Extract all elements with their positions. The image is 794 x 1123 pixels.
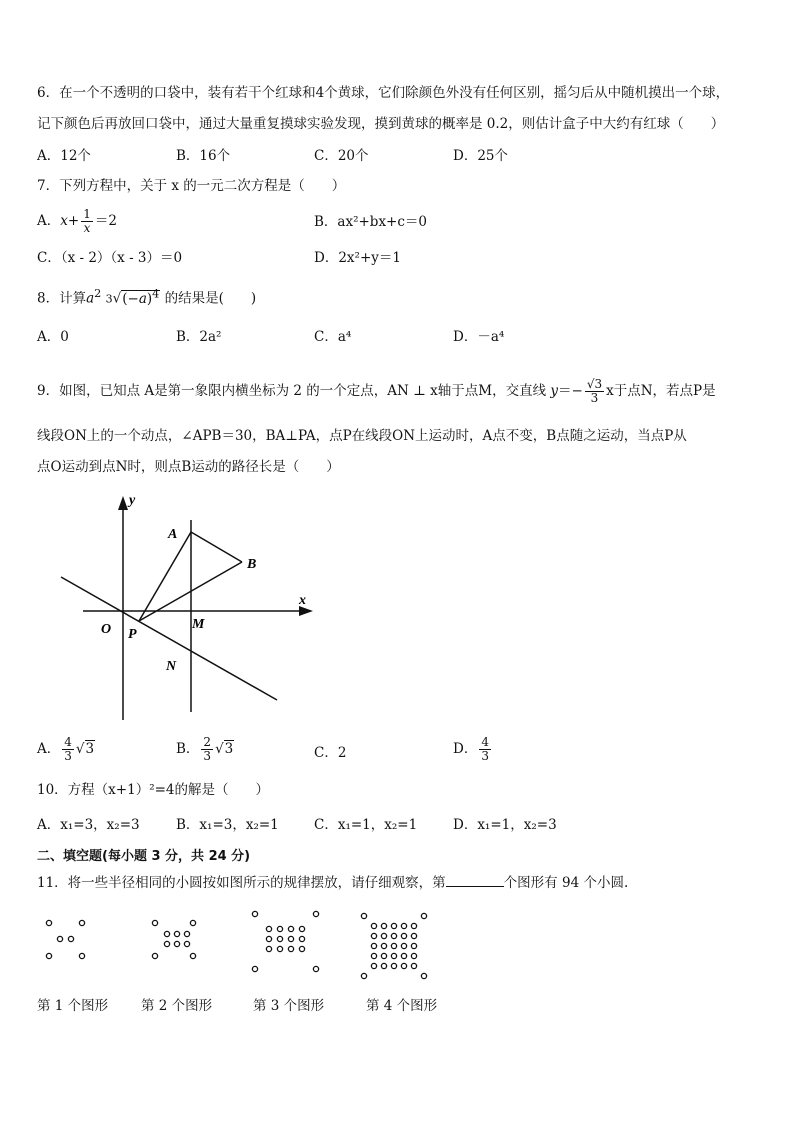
q7-stem: 7．下列方程中，关于 x 的一元二次方程是（ ） bbox=[37, 178, 346, 194]
q8-option-a: A．0 bbox=[37, 329, 69, 345]
q9-option-b: B． $\frac{2}{3}$ √3 bbox=[176, 735, 234, 763]
q11-answer-blank bbox=[446, 874, 504, 887]
q9-option-d: D． $\frac{4}{3}$ bbox=[453, 735, 489, 763]
segment-pa bbox=[139, 532, 191, 621]
q10-option-c: C．x₁=1，x₂=1 bbox=[314, 817, 418, 833]
q11-caption-1: 第 1 个图形 bbox=[37, 998, 109, 1014]
label-b: B bbox=[247, 557, 257, 572]
label-p: P bbox=[128, 627, 137, 642]
q8-option-d: D．－a⁴ bbox=[453, 329, 505, 345]
q9-option-d-label: D． bbox=[453, 741, 478, 757]
q7-option-d: D．2x²+y＝1 bbox=[314, 250, 401, 266]
q11-figures bbox=[30, 905, 450, 985]
q6-option-b: B．16个 bbox=[176, 148, 231, 164]
q6-option-c: C．20个 bbox=[314, 148, 369, 164]
q11-stem-prefix: 11．将一些半径相同的小圆按如图所示的规律摆放，请仔细观察，第 bbox=[37, 875, 446, 891]
q11-caption-3: 第 3 个图形 bbox=[253, 998, 325, 1014]
q10-stem: 10．方程（x+1）²=4的解是（ ） bbox=[37, 782, 270, 798]
q7-option-a: A．x+ $\frac{1}{x}$ ＝2 bbox=[37, 207, 117, 235]
q11-caption-4: 第 4 个图形 bbox=[366, 998, 438, 1014]
q9-figure bbox=[55, 490, 325, 730]
segment-ab bbox=[191, 532, 242, 562]
section-2-heading: 二、填空题(每小题 3 分，共 24 分) bbox=[37, 849, 251, 864]
q6-line2: 记下颜色后再放回口袋中，通过大量重复摸球实验发现，摸到黄球的概率是 0.2，则估计盒子中大约有红球（ ） bbox=[37, 116, 725, 132]
q9-line1-a: 9．如图，已知点 A是第一象限内横坐标为 2 的一个定点，AN ⊥ x轴于点M，交直线 bbox=[37, 383, 547, 399]
label-m: M bbox=[192, 617, 205, 632]
y-axis-arrow-icon bbox=[118, 496, 128, 510]
q8-option-b: B．2a² bbox=[176, 329, 222, 345]
q6-option-a: A．12个 bbox=[37, 148, 91, 164]
q9-option-b-label: B． bbox=[176, 741, 200, 757]
q9-option-a: A． $\frac{4}{3}$ √3 bbox=[37, 735, 95, 763]
q10-option-a: A．x₁=3，x₂=3 bbox=[37, 817, 140, 833]
q11-stem-suffix: 个图形有 94 个小圆. bbox=[503, 875, 629, 891]
figure-1 bbox=[46, 920, 84, 958]
q7-option-b: B．ax²+bx+c＝0 bbox=[314, 214, 428, 230]
q7-option-a-label: A． bbox=[37, 213, 61, 229]
label-n: N bbox=[166, 659, 177, 674]
label-o: O bbox=[101, 622, 112, 637]
q9-line1-b: x于点N，若点P是 bbox=[606, 383, 716, 399]
q11-stem bbox=[37, 874, 628, 892]
figure-4 bbox=[361, 913, 426, 978]
figure-2 bbox=[152, 920, 195, 958]
q10-option-d: D．x₁=1，x₂=3 bbox=[453, 817, 557, 833]
q6-option-d: D．25个 bbox=[453, 148, 509, 164]
q7-option-c: C．（x - 2）（x - 3）＝0 bbox=[37, 250, 183, 266]
q9-option-c: C．2 bbox=[314, 745, 347, 761]
q9-line2: 线段ON上的一个动点，∠APB＝30，BA⊥PA，点P在线段ON上运动时，A点不变，B点随之运动，当点P从 bbox=[37, 428, 687, 444]
q10-option-b: B．x₁=3，x₂=1 bbox=[176, 817, 279, 833]
q9-line1: 9．如图，已知点 A是第一象限内横坐标为 2 的一个定点，AN ⊥ x轴于点M，交直线 y＝− $\frac{√3}{3}$ x于点N，若点P是 bbox=[37, 377, 716, 405]
q8-stem-suffix: 的结果是( ) bbox=[164, 290, 257, 307]
q8-stem: 8．计算$a^2$ $3√(-a)^4$ 的结果是( ) bbox=[37, 287, 257, 307]
q11-caption-2: 第 2 个图形 bbox=[141, 998, 213, 1014]
q6-line1: 6．在一个不透明的口袋中，装有若干个红球和4个黄球，它们除颜色外没有任何区别，摇匀后从中随机摸出一个球， bbox=[37, 85, 730, 101]
label-a: A bbox=[168, 527, 178, 542]
label-x: x bbox=[299, 593, 306, 608]
q9-option-a-label: A． bbox=[37, 741, 61, 757]
q8-option-c: C．a⁴ bbox=[314, 329, 352, 345]
q8-stem-prefix: 8．计算 bbox=[37, 290, 87, 307]
figure-3 bbox=[252, 911, 318, 971]
line-on bbox=[61, 577, 277, 700]
label-y: y bbox=[129, 493, 136, 508]
q9-line3: 点O运动到点N时，则点B运动的路径长是（ ） bbox=[37, 459, 340, 475]
